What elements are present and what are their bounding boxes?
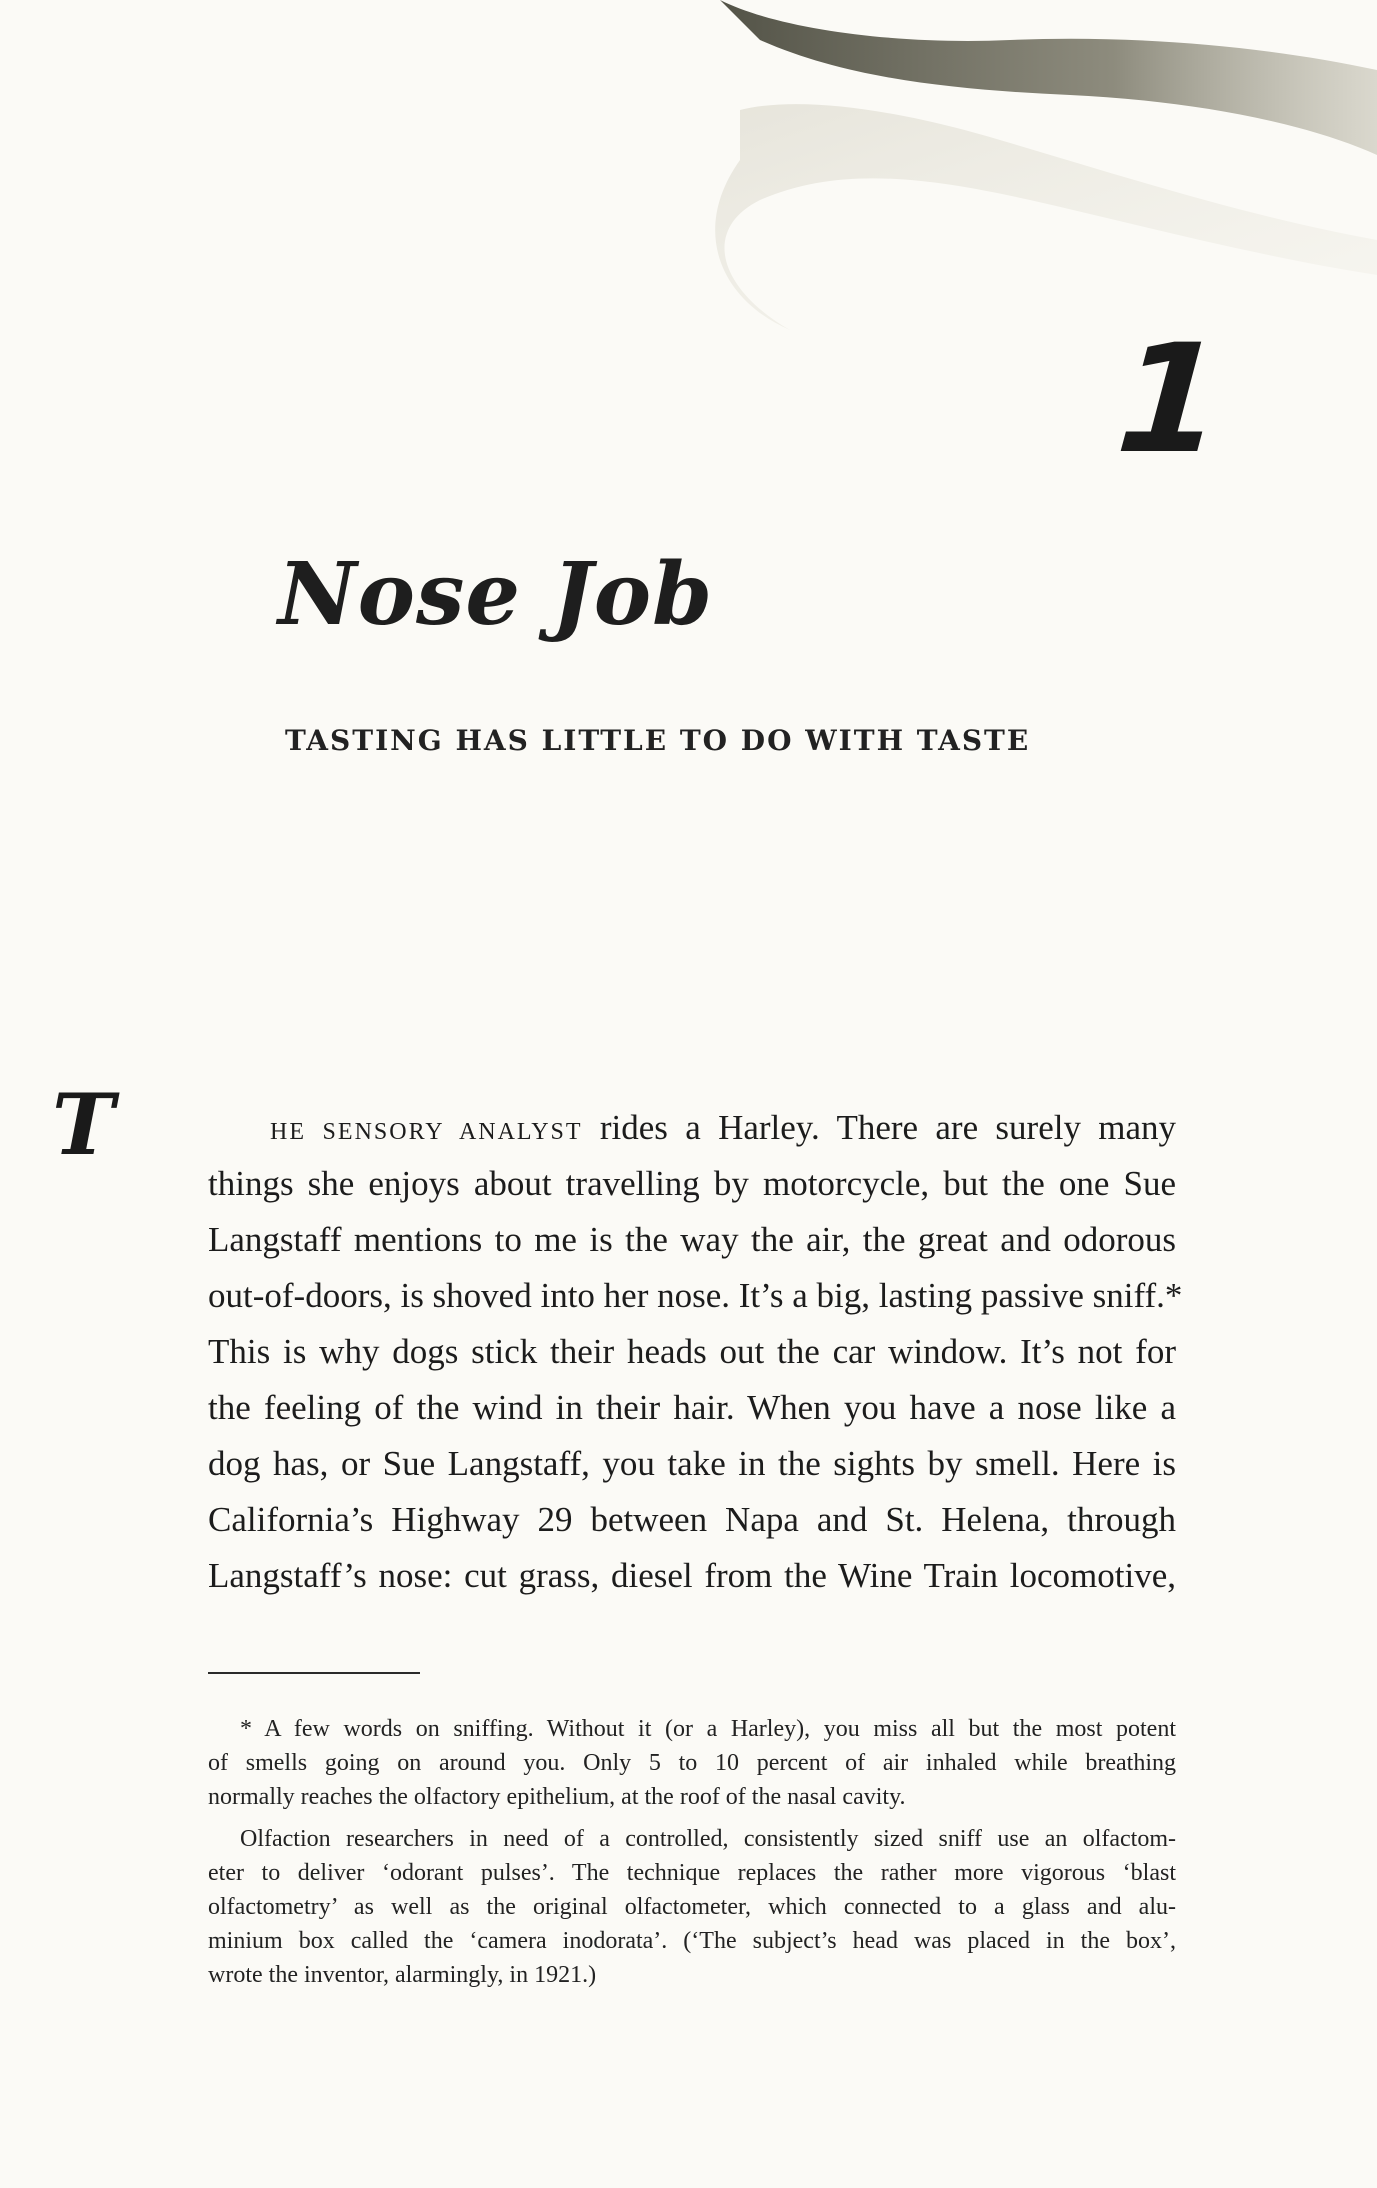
body-line-text: rides a Harley. There are surely many: [599, 1108, 1177, 1147]
footnote-line: Olfaction researchers in need of a controlled, consistently sized sniff use an olfactom-: [240, 1826, 1176, 1852]
body-line: Langstaff mentions to me is the way the air, the great and odorous: [208, 1220, 1176, 1259]
body-line: out-of-doors, is shoved into her nose. It’s a big, lasting passive sniff.*: [208, 1276, 1183, 1315]
body-line: dog has, or Sue Langstaff, you take in the sights by smell. Here is: [208, 1444, 1176, 1483]
footnote-line: * A few words on sniffing. Without it (or a Harley), you miss all but the most potent: [240, 1716, 1176, 1742]
footnote-line: normally reaches the olfactory epithelium, at the roof of the nasal cavity.: [208, 1784, 906, 1810]
body-line: [208, 1100, 1176, 1156]
footnote-line: eter to deliver ‘odorant pulses’. The technique replaces the rather more vigorous ‘blast: [208, 1860, 1176, 1886]
chapter-subtitle: TASTING HAS LITTLE TO DO WITH TASTE: [285, 724, 1031, 757]
body-line: This is why dogs stick their heads out the car window. It’s not for: [208, 1332, 1176, 1371]
footnote-line: wrote the inventor, alarmingly, in 1921.): [208, 1962, 597, 1988]
footnote-line: of smells going on around you. Only 5 to 10 percent of air inhaled while breathing: [208, 1750, 1176, 1776]
footnote-divider: [208, 1672, 420, 1674]
footnote-line: minium box called the ‘camera inodorata’. (‘The subject’s head was placed in the box’,: [208, 1928, 1176, 1954]
footnote-line: olfactometry’ as well as the original olfactometer, which connected to a glass and alu-: [208, 1894, 1176, 1920]
opening-smallcaps: HE SENSORY ANALYST: [270, 1119, 583, 1145]
footnotes: [208, 1712, 1176, 1992]
swirl-light-band: [715, 104, 1377, 330]
body-line: the feeling of the wind in their hair. When you have a nose like a: [208, 1388, 1176, 1427]
body-line: things she enjoys about travelling by motorcycle, but the one Sue: [208, 1164, 1176, 1203]
chapter-title: Nose Job: [278, 544, 714, 645]
body-line: Langstaff’s nose: cut grass, diesel from the Wine Train locomotive,: [208, 1556, 1176, 1595]
body-text: [208, 1100, 1183, 1604]
body-line: California’s Highway 29 between Napa and St. Helena, through: [208, 1500, 1176, 1539]
drop-cap: T: [52, 1075, 115, 1174]
chapter-number: 1: [1111, 313, 1229, 487]
